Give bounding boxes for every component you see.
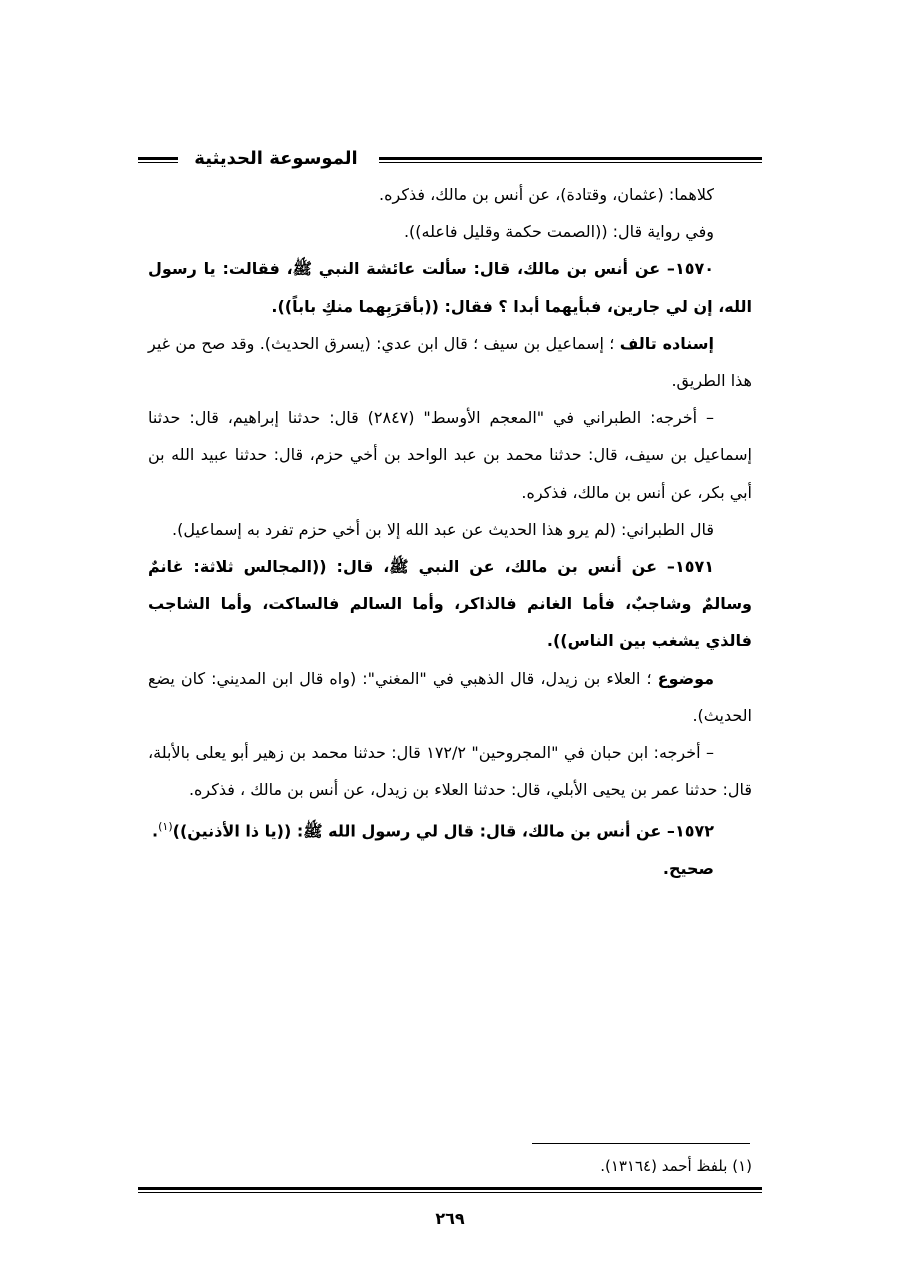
grading-text: ؛ العلاء بن زيدل، قال الذهبي في "المغني": (واه قال ابن المديني: كان يضع الحديث). — [148, 668, 752, 725]
footnote-marker: (١) — [158, 820, 173, 834]
footnote-separator — [532, 1143, 750, 1144]
grading-1571 — [148, 660, 752, 734]
footnote: (١) بلفظ أحمد (١٣١٦٤). — [600, 1157, 752, 1175]
header-rule-left — [138, 157, 178, 163]
header-rule-right — [379, 157, 762, 163]
hadith-1572 — [148, 808, 752, 850]
page-number: ٢٦٩ — [435, 1209, 465, 1228]
paragraph-2: وفي رواية قال: ((الصمت حكمة وقليل فاعله)). — [403, 222, 714, 242]
footer-rule — [138, 1187, 762, 1193]
paragraph-1: كلاهما: (عثمان، وقتادة)، عن أنس بن مالك، فذكره. — [379, 185, 714, 204]
grading-1572: صحيح. — [662, 858, 714, 878]
comment-1570: قال الطبراني: (لم يرو هذا الحديث عن عبد الله إلا بن أخي حزم تفرد به إسماعيل). — [172, 519, 714, 539]
grading-1570 — [148, 325, 752, 399]
main-text — [148, 176, 752, 887]
running-header — [138, 146, 762, 176]
hadith-1571: ١٥٧١– عن أنس بن مالك، عن النبي ﷺ، قال: ((المجالس ثلاثة: غانمٌ وسالمٌ وشاجبٌ، فأما الغانم فالذاكر، وأما السالم فالساكت، وأما الشاجب فالذي يشغب بين الناس)). — [148, 557, 752, 651]
hadith-1570: ١٥٧٠– عن أنس بن مالك، قال: سألت عائشة النبي ﷺ، فقالت: يا رسول الله، إن لي جارين، فبأيهما أبدا ؟ فقال: ((بأقرَبِهما منكِ باباً)). — [148, 259, 752, 316]
grading-text: ؛ إسماعيل بن سيف ؛ قال ابن عدي: (يسرق الحديث). وقد صح من غير هذا الطريق. — [148, 333, 752, 391]
grading-label: موضوع — [657, 668, 714, 688]
hadith-1572-end: . — [152, 821, 159, 841]
hadith-1572-text: ١٥٧٢– عن أنس بن مالك، قال: قال لي رسول الله ﷺ: ((يا ذا الأذنين)) — [172, 821, 714, 841]
takhrij-1570: – أخرجه: الطبراني في "المعجم الأوسط" (٢٨٤٧) قال: حدثنا إبراهيم، قال: حدثنا إسماعيل بن سيف، قال: حدثنا محمد بن عبد الواحد بن أخي حزم، قال: حدثنا عبيد الله بن أبي بكر، عن أنس بن مالك، فذكره. — [148, 408, 752, 502]
grading-label: إسناده تالف — [619, 333, 715, 353]
header-title: الموسوعة الحديثية — [194, 148, 358, 169]
takhrij-1571: – أخرجه: ابن حبان في "المجروحين" ١٧٢/٢ قال: حدثنا محمد بن زهير أبو يعلى بالأبلة، قال: حدثنا عمر بن يحيى الأبلي، قال: حدثنا العلاء بن زيدل، عن أنس بن مالك ، فذكره. — [148, 743, 752, 800]
